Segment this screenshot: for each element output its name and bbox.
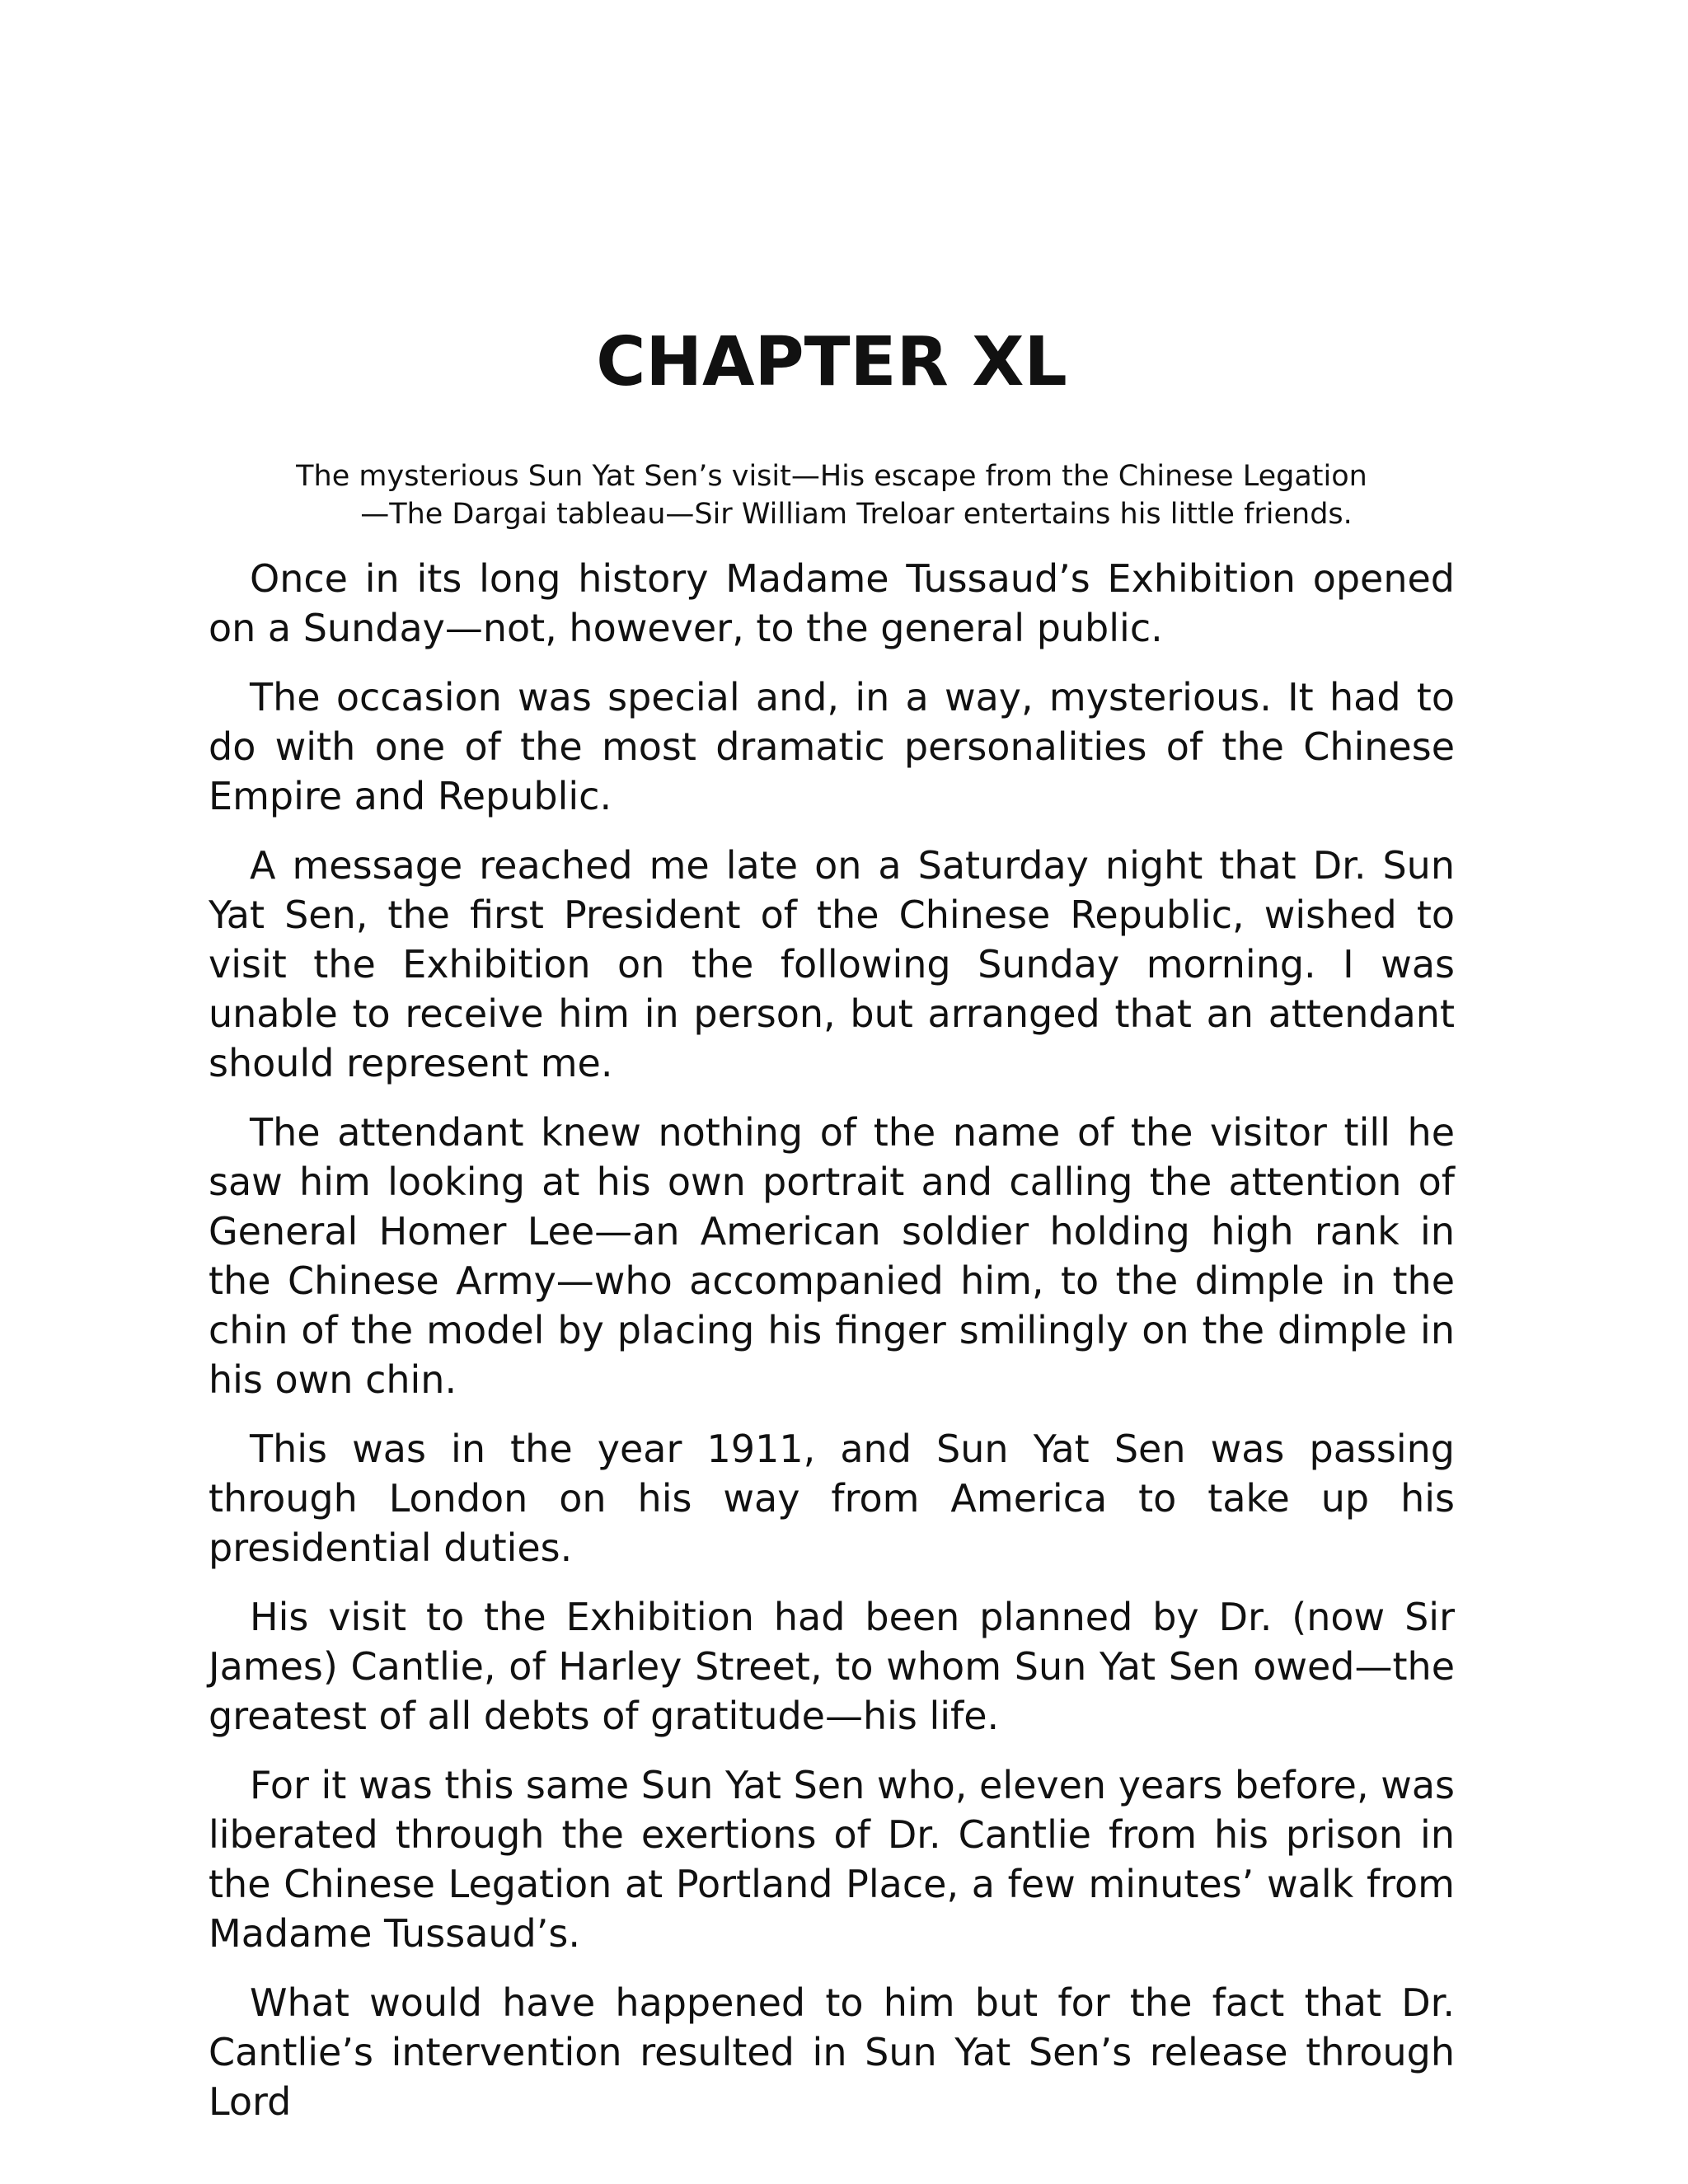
paragraph: A message reached me late on a Saturday night that Dr. Sun Yat Sen, the first President of the Chinese Republic, wished to visit the Exhibition on the following Sunday morning. I was unable to receive him in person, but arranged that an attendant should represent me. xyxy=(209,843,1455,1085)
synopsis-line: The mysterious Sun Yat Sen’s visit—His escape from the Chinese Legation xyxy=(296,460,1367,493)
paragraph: This was in the year 1911, and Sun Yat Sen was passing through London on his way from America to take up his presidential duties. xyxy=(209,1427,1455,1570)
synopsis-line: —The Dargai tableau—Sir William Treloar entertains his little friends. xyxy=(360,498,1353,531)
paragraph: For it was this same Sun Yat Sen who, eleven years before, was liberated through the exertions of Dr. Cantlie from his prison in the Chinese Legation at Portland Place, a few minutes’ walk from Madame Tussaud’s. xyxy=(209,1763,1455,1956)
chapter-synopsis xyxy=(209,457,1455,533)
paragraph: Once in its long history Madame Tussaud’s Exhibition opened on a Sunday—not, however, to the general public. xyxy=(209,556,1455,650)
paragraph: The occasion was special and, in a way, mysterious. It had to do with one of the most dramatic personalities of the Chinese Empire and Republic. xyxy=(209,675,1455,818)
paragraph: What would have happened to him but for the fact that Dr. Cantlie’s intervention resulted in Sun Yat Sen’s release through Lord xyxy=(209,1980,1455,2124)
paragraph: His visit to the Exhibition had been planned by Dr. (now Sir James) Cantlie, of Harley Street, to whom Sun Yat Sen owed—the greatest of all debts of gratitude—his life. xyxy=(209,1595,1455,1738)
book-page xyxy=(209,0,1455,2184)
body-text xyxy=(209,554,1455,2146)
paragraph: The attendant knew nothing of the name of the visitor till he saw him looking at his own portrait and calling the attention of General Homer Lee—an American soldier holding high rank in the Chinese Army—who accompanied him, to the dimple in the chin of the model by placing his finger smilingly on the dimple in his own chin. xyxy=(209,1110,1455,1402)
chapter-title: CHAPTER XL xyxy=(596,323,1067,401)
